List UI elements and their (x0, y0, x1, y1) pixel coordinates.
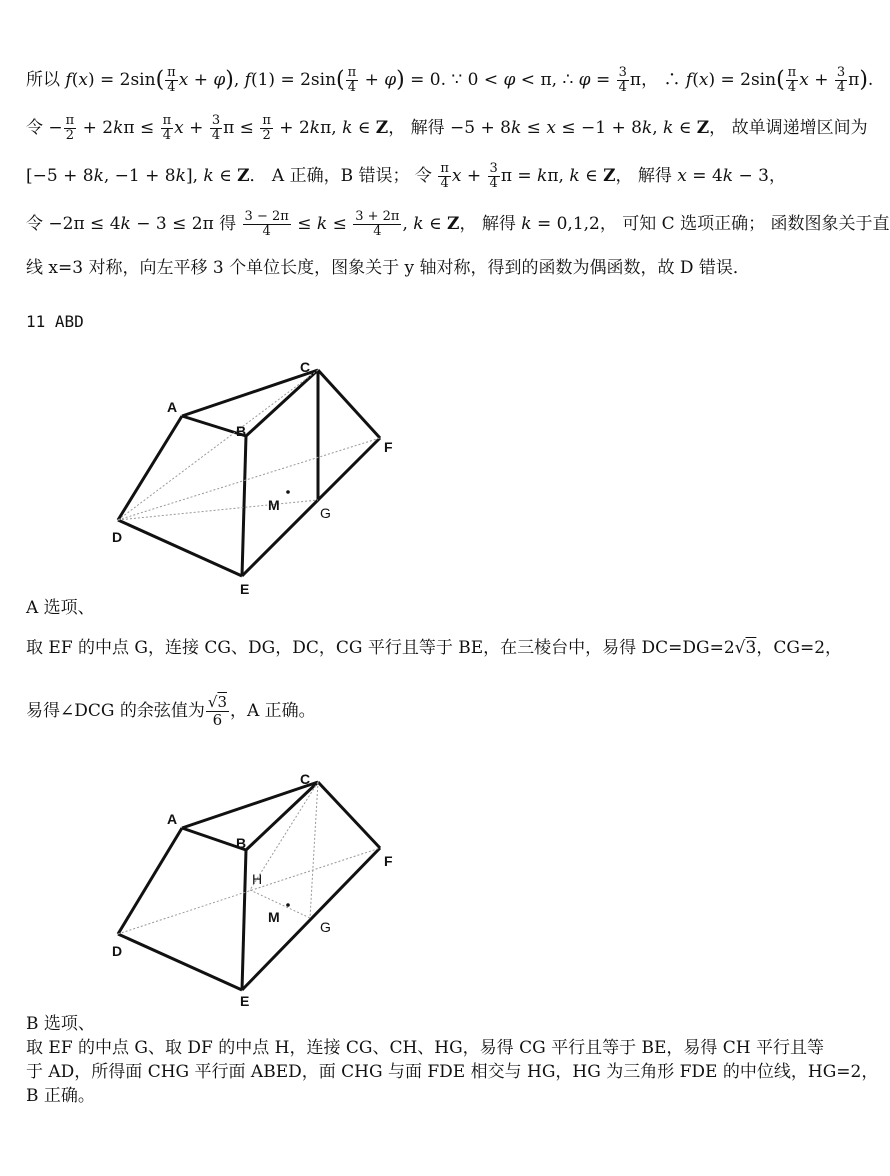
label-d: D (112, 529, 123, 545)
label-c: C (300, 771, 311, 787)
label-f: F (384, 439, 393, 455)
solution-line-1: 所以 f(x) = 2sin( $\frac{\pi}{4}$ x + φ), f(1) = 2sin( $\frac{\pi}{4}$ + φ) = 0. ∵ 0 < φ < π, ∴ φ = $\frac{3}{4}$ π， ∴ f(x) = 2sin( $\frac{\pi}{4}$ x + $\frac{3}{4}$ π). (26, 65, 874, 95)
option-a-line-1: 取 EF 的中点 G，连接 CG、DG，DC，CG 平行且等于 BE，在三棱台中，易得 DC=DG=2√3，CG=2， (26, 638, 843, 658)
frustum-figure-2 (0, 760, 420, 1010)
solution-line-5: 线 x=3 对称，向左平移 3 个单位长度，图象关于 y 轴对称，得到的函数为偶函数，故 D 错误． (26, 258, 750, 278)
option-b-line-3: B 正确。 (26, 1086, 95, 1106)
label-a: A (167, 811, 178, 827)
option-b-heading: B 选项、 (26, 1014, 95, 1034)
q11-answer: 11 ABD (26, 312, 84, 331)
label-g: G (320, 919, 331, 935)
point-m (286, 903, 290, 907)
solution-line-3: [−5 + 8k, −1 + 8k], k ∈ Z． A 正确，B 错误； 令 $\frac{\pi}{4}$ x + $\frac{3}{4}$ π = kπ, k ∈ Z， 解得 x = 4k − 3， (26, 161, 786, 191)
label-b: B (236, 423, 247, 439)
option-a-heading: A 选项、 (26, 598, 95, 618)
label-e: E (240, 993, 250, 1009)
label-c: C (300, 359, 311, 375)
label-m: M (268, 909, 280, 925)
label-e: E (240, 581, 250, 597)
label-a: A (167, 399, 178, 415)
label-g: G (320, 505, 331, 521)
solution-line-4: 令 −2π ≤ 4k − 3 ≤ 2π 得 $\frac{3 - 2\pi}{4}$ ≤ k ≤ $\frac{3 + 2\pi}{4}$ , k ∈ Z， 解得 k = 0,1,2， 可知 C 选项正确； 函数图象关于直 (26, 209, 890, 239)
option-b-line-1: 取 EF 的中点 G、取 DF 的中点 H，连接 CG、CH、HG，易得 CG 平行且等于 BE，易得 CH 平行且等 (26, 1038, 825, 1058)
option-a-line-2: 易得∠DCG 的余弦值为 $\frac{√3}{6}$ ，A 正确。 (26, 693, 316, 729)
point-m (286, 490, 290, 494)
label-b: B (236, 835, 247, 851)
label-h: H (252, 871, 263, 887)
option-b-line-2: 于 AD，所得面 CHG 平行面 ABED，面 CHG 与面 FDE 相交与 HG，HG 为三角形 FDE 的中位线，HG=2， (26, 1062, 879, 1082)
solution-line-2: 令 − $\frac{\pi}{2}$ + 2kπ ≤ $\frac{\pi}{4}$ x + $\frac{3}{4}$ π ≤ $\frac{\pi}{2}$ + 2kπ, k ∈ Z， 解得 −5 + 8k ≤ x ≤ −1 + 8k, k ∈ Z， 故单调递增区间为 (26, 113, 868, 143)
frustum-figure-1 (0, 350, 420, 600)
label-m: M (268, 497, 280, 513)
label-f: F (384, 853, 393, 869)
label-d: D (112, 943, 123, 959)
